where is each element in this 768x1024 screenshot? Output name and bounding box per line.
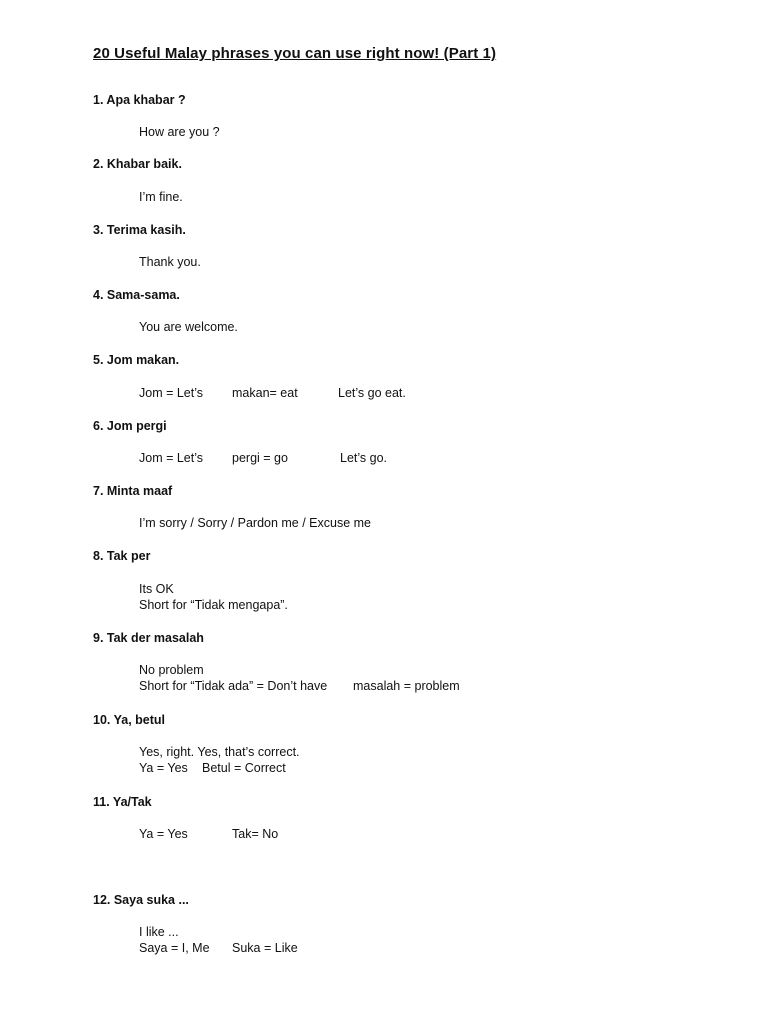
phrase-heading: 10. Ya, betul [93,713,166,727]
translation-segment: You are welcome. [139,320,238,334]
phrase-heading: 4. Sama-sama. [93,288,180,302]
translation-segment: Its OK [139,582,174,596]
phrase-heading: 6. Jom pergi [93,419,167,433]
breakdown-segment: Suka = Like [232,941,298,955]
breakdown-segment: makan= eat [232,386,298,400]
breakdown-segment: Let’s go eat. [338,386,406,400]
translation-segment: I’m fine. [139,190,183,204]
breakdown-segment: Let’s go. [340,451,388,465]
note-segment: Short for “Tidak ada” = Don’t have [139,679,328,693]
breakdown-segment: Saya = I, Me [139,941,210,955]
phrase-heading: 7. Minta maaf [93,484,173,498]
translation-segment: Thank you. [139,255,201,269]
document-title: 20 Useful Malay phrases you can use right now! (Part 1) [93,45,497,62]
translation-segment: No problem [139,663,204,677]
note-segment: Short for “Tidak mengapa”. [139,598,288,612]
translation-segment: Yes, right. Yes, that’s correct. [139,745,300,759]
breakdown-segment: Ya = Yes [139,827,188,841]
translation-segment: I like ... [139,925,179,939]
note-segment: masalah = problem [353,679,460,693]
breakdown-segment: Betul = Correct [202,761,286,775]
phrase-heading: 1. Apa khabar ? [93,93,186,107]
breakdown-segment: Ya = Yes [139,761,188,775]
phrase-heading: 11. Ya/Tak [93,795,152,809]
phrase-heading: 3. Terima kasih. [93,223,186,237]
breakdown-segment: Jom = Let’s [139,451,204,465]
phrase-heading: 5. Jom makan. [93,353,180,367]
translation-segment: I’m sorry / Sorry / Pardon me / Excuse me [139,516,372,530]
phrase-heading: 2. Khabar baik. [93,157,182,171]
breakdown-segment: Jom = Let’s [139,386,204,400]
phrase-heading: 8. Tak per [93,549,151,563]
breakdown-segment: Tak= No [232,827,279,841]
translation-segment: How are you ? [139,125,220,139]
breakdown-segment: pergi = go [232,451,288,465]
phrase-heading: 9. Tak der masalah [93,631,204,645]
phrase-heading: 12. Saya suka ... [93,893,189,907]
